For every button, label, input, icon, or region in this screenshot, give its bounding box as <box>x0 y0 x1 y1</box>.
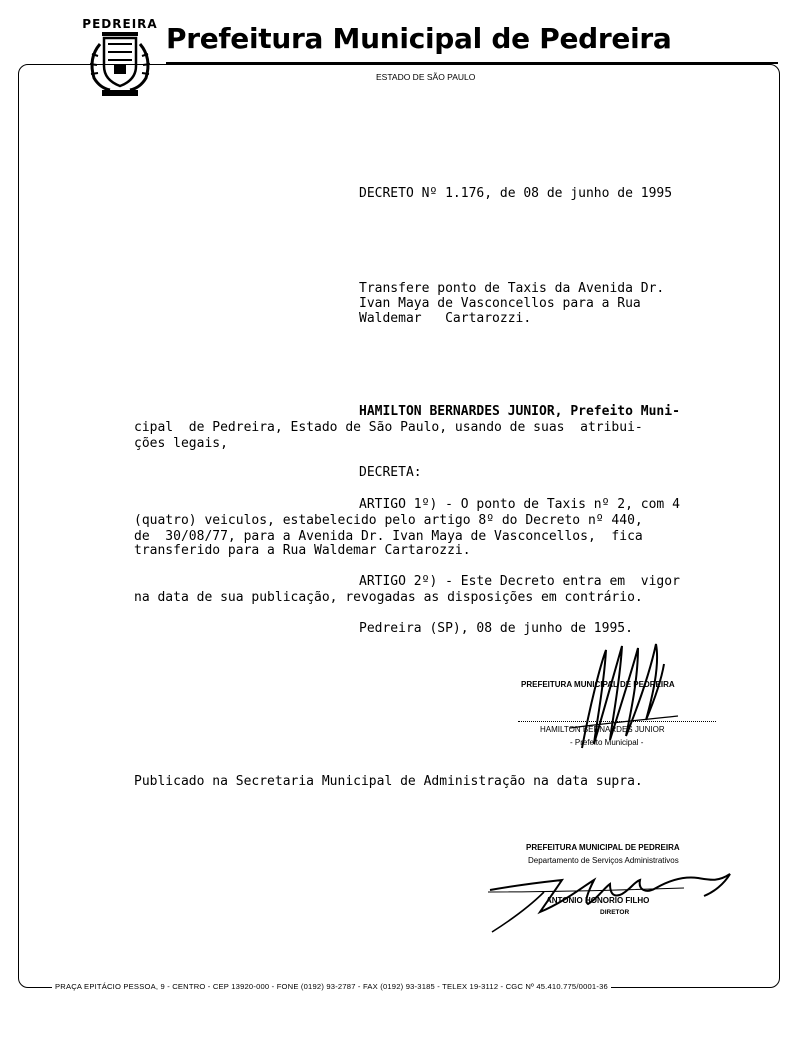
summary-line: Waldemar Cartarozzi. <box>359 311 532 326</box>
decree-summary <box>359 281 744 326</box>
date-line: Pedreira (SP), 08 de junho de 1995. <box>359 621 633 636</box>
publication-note: Publicado na Secretaria Municipal de Administração na data supra. <box>134 774 643 789</box>
mayor-stamp-institution: PREFEITURA MUNICIPAL DE PEDREIRA <box>521 680 675 689</box>
article-1-line: ARTIGO 1º) - O ponto de Taxis nº 2, com 4 <box>359 497 680 512</box>
summary-line: Transfere ponto de Taxis da Avenida Dr. <box>359 281 665 296</box>
signature-line <box>518 721 716 722</box>
preamble-line: HAMILTON BERNARDES JUNIOR, Prefeito Muni- <box>359 404 680 419</box>
director-stamp-role: DIRETOR <box>600 909 630 916</box>
preamble-line: ções legais, <box>134 436 228 451</box>
article-1-line: transferido para a Rua Waldemar Cartarozzi. <box>134 543 471 558</box>
preamble-line: cipal de Pedreira, Estado de São Paulo, usando de suas atribui- <box>134 420 643 435</box>
state-subtitle: ESTADO DE SÃO PAULO <box>376 72 476 82</box>
decree-heading: DECRETO Nº 1.176, de 08 de junho de 1995 <box>359 186 673 201</box>
article-1-line: (quatro) veiculos, estabelecido pelo artigo 8º do Decreto nº 440, <box>134 513 643 528</box>
summary-line: Ivan Maya de Vasconcellos para a Rua <box>359 296 641 311</box>
article-2-line: na data de sua publicação, revogadas as disposições em contrário. <box>134 590 643 605</box>
decreta-label: DECRETA: <box>359 465 422 480</box>
mayor-stamp-role: - Prefeito Municipal - <box>570 738 644 747</box>
page-title: Prefeitura Municipal de Pedreira <box>166 22 672 55</box>
crest-lettering: PEDREIRA <box>82 17 158 31</box>
director-stamp-department: Departamento de Serviços Administrativos <box>528 856 679 865</box>
article-2-line: ARTIGO 2º) - Este Decreto entra em vigor <box>359 574 680 589</box>
director-stamp-institution: PREFEITURA MUNICIPAL DE PEDREIRA <box>526 843 680 852</box>
mayor-stamp-name: HAMILTON BERNARDES JUNIOR <box>540 725 665 734</box>
article-1-line: de 30/08/77, para a Avenida Dr. Ivan Maya de Vasconcellos, fica <box>134 529 643 544</box>
director-stamp-name: ANTONIO HONORIO FILHO <box>546 896 650 905</box>
footer-address: PRAÇA EPITÁCIO PESSOA, 9 - CENTRO - CEP 13920-000 - FONE (0192) 93-2787 - FAX (0192) 93-3185 - TELEX 19-3112 - CGC Nº 45.410.775/0001-36 <box>52 982 611 991</box>
